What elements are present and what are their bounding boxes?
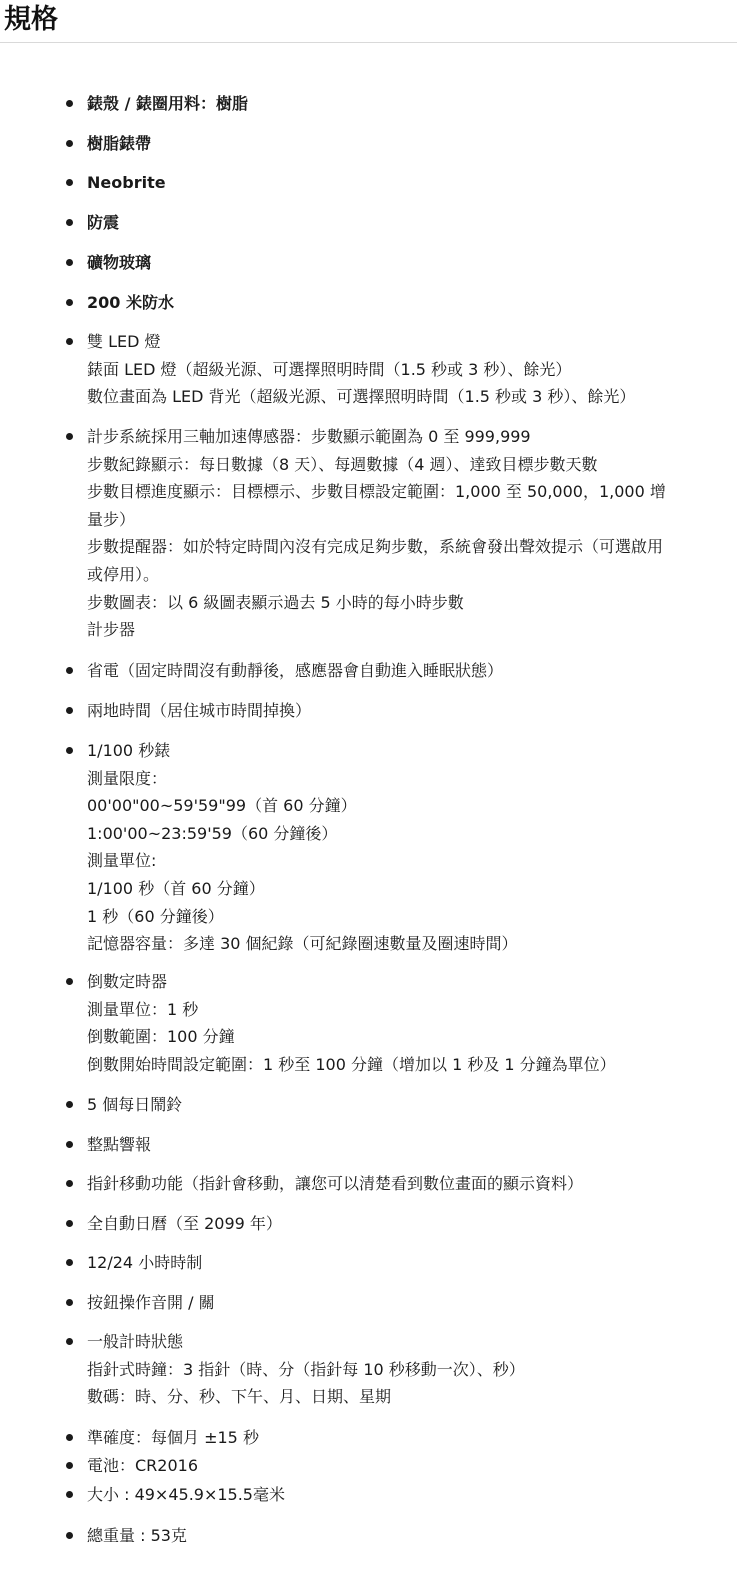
bullet-icon bbox=[66, 707, 73, 714]
spec-text: 數位畫面為 LED 背光（超級光源、可選擇照明時間（1.5 秒或 3 秒）、餘光） bbox=[87, 387, 636, 407]
bullet-icon bbox=[66, 338, 73, 345]
spec-text: 準確度：每個月 ±15 秒 bbox=[87, 1428, 259, 1447]
bullet-icon bbox=[66, 1141, 73, 1148]
spec-text: 量步） bbox=[87, 509, 136, 529]
bullet-icon bbox=[66, 747, 73, 754]
bullet-icon bbox=[66, 299, 73, 306]
spec-text: 1/100 秒（首 60 分鐘） bbox=[87, 879, 265, 898]
spec-text: 全自動日曆（至 2099 年） bbox=[87, 1214, 282, 1233]
bullet-icon bbox=[66, 100, 73, 107]
spec-text: 整點響報 bbox=[87, 1135, 152, 1154]
spec-text: 數碼：時、分、秒、下午、月、日期、星期 bbox=[87, 1387, 392, 1407]
spec-text: 記憶器容量：多達 30 個紀錄（可紀錄圈速數量及圈速時間） bbox=[87, 934, 518, 954]
spec-text: 倒數開始時間設定範圍：1 秒至 100 分鐘（增加以 1 秒及 1 分鐘為單位） bbox=[87, 1054, 616, 1074]
spec-text: 總重量 : 53克 bbox=[87, 1526, 187, 1545]
spec-text: 計步器 bbox=[87, 620, 136, 640]
bullet-icon bbox=[66, 433, 73, 440]
spec-text: 礦物玻璃 bbox=[87, 253, 152, 272]
spec-text: 測量單位: bbox=[87, 851, 157, 871]
spec-text: 指針式時鐘：3 指針（時、分（指針每 10 秒移動一次）、秒） bbox=[87, 1359, 525, 1379]
spec-text: 步數圖表：以 6 級圖表顯示過去 5 小時的每小時步數 bbox=[87, 592, 464, 612]
bullet-icon bbox=[66, 1462, 73, 1469]
bullet-icon bbox=[66, 140, 73, 147]
bullet-icon bbox=[66, 1532, 73, 1539]
bullet-icon bbox=[66, 1180, 73, 1187]
spec-text: 測量限度： bbox=[87, 768, 168, 788]
bullet-icon bbox=[66, 1299, 73, 1306]
bullet-icon bbox=[66, 667, 73, 674]
spec-text: 步數目標進度顯示：目標標示、步數目標設定範圍：1,000 至 50,000，1,000 增 bbox=[87, 482, 666, 502]
page-header bbox=[0, 0, 737, 43]
spec-text: 1 秒（60 分鐘後） bbox=[87, 906, 224, 926]
spec-text: 省電（固定時間沒有動靜後，感應器會自動進入睡眠狀態） bbox=[87, 661, 504, 680]
spec-text: 錶面 LED 燈（超級光源、可選擇照明時間（1.5 秒或 3 秒）、餘光） bbox=[87, 359, 572, 379]
spec-text: 大小 : 49×45.9×15.5毫米 bbox=[87, 1485, 285, 1504]
spec-text: 200 米防水 bbox=[87, 293, 174, 312]
bullet-icon bbox=[66, 1491, 73, 1498]
spec-text: 或停用）。 bbox=[87, 565, 160, 584]
spec-text: 錶殼 / 錶圈用料：樹脂 bbox=[87, 94, 248, 113]
spec-text: 5 個每日鬧鈴 bbox=[87, 1095, 183, 1114]
page-title: 規格 bbox=[4, 4, 58, 35]
spec-text: 按鈕操作音開 / 關 bbox=[87, 1293, 215, 1312]
spec-text: Neobrite bbox=[87, 173, 166, 192]
bullet-icon bbox=[66, 1434, 73, 1441]
spec-text: 計步系統採用三軸加速傳感器：步數顯示範圍為 0 至 999,999 bbox=[87, 427, 531, 446]
spec-text: 防震 bbox=[87, 213, 120, 232]
spec-text: 測量單位：1 秒 bbox=[87, 999, 199, 1019]
spec-text: 步數紀錄顯示：每日數據（8 天）、每週數據（4 週）、達致目標步數天數 bbox=[87, 454, 598, 474]
spec-text: 倒數範圍：100 分鐘 bbox=[87, 1027, 235, 1047]
spec-text: 電池：CR2016 bbox=[87, 1456, 199, 1475]
spec-text: 指針移動功能（指針會移動，讓您可以清楚看到數位畫面的顯示資料） bbox=[87, 1174, 584, 1193]
bullet-icon bbox=[66, 1101, 73, 1108]
bullet-icon bbox=[66, 179, 73, 186]
spec-text: 樹脂錶帶 bbox=[87, 134, 152, 153]
spec-text: 12/24 小時時制 bbox=[87, 1253, 203, 1272]
bullet-icon bbox=[66, 1220, 73, 1227]
spec-text: 1:00'00~23:59'59（60 分鐘後） bbox=[87, 823, 338, 843]
bullet-icon bbox=[66, 259, 73, 266]
bullet-icon bbox=[66, 1259, 73, 1266]
bullet-icon bbox=[66, 219, 73, 226]
spec-text: 一般計時狀態 bbox=[87, 1332, 184, 1351]
bullet-icon bbox=[66, 1338, 73, 1345]
spec-text: 步數提醒器：如於特定時間內沒有完成足夠步數，系統會發出聲效提示（可選啟用 bbox=[87, 537, 664, 557]
spec-text: 兩地時間（居住城市時間掉換） bbox=[87, 701, 312, 720]
spec-text: 雙 LED 燈 bbox=[87, 332, 161, 351]
spec-text: 00'00"00~59'59"99（首 60 分鐘） bbox=[87, 796, 357, 816]
spec-text: 倒數定時器 bbox=[87, 972, 168, 991]
spec-text: 1/100 秒錶 bbox=[87, 741, 171, 760]
bullet-icon bbox=[66, 978, 73, 985]
